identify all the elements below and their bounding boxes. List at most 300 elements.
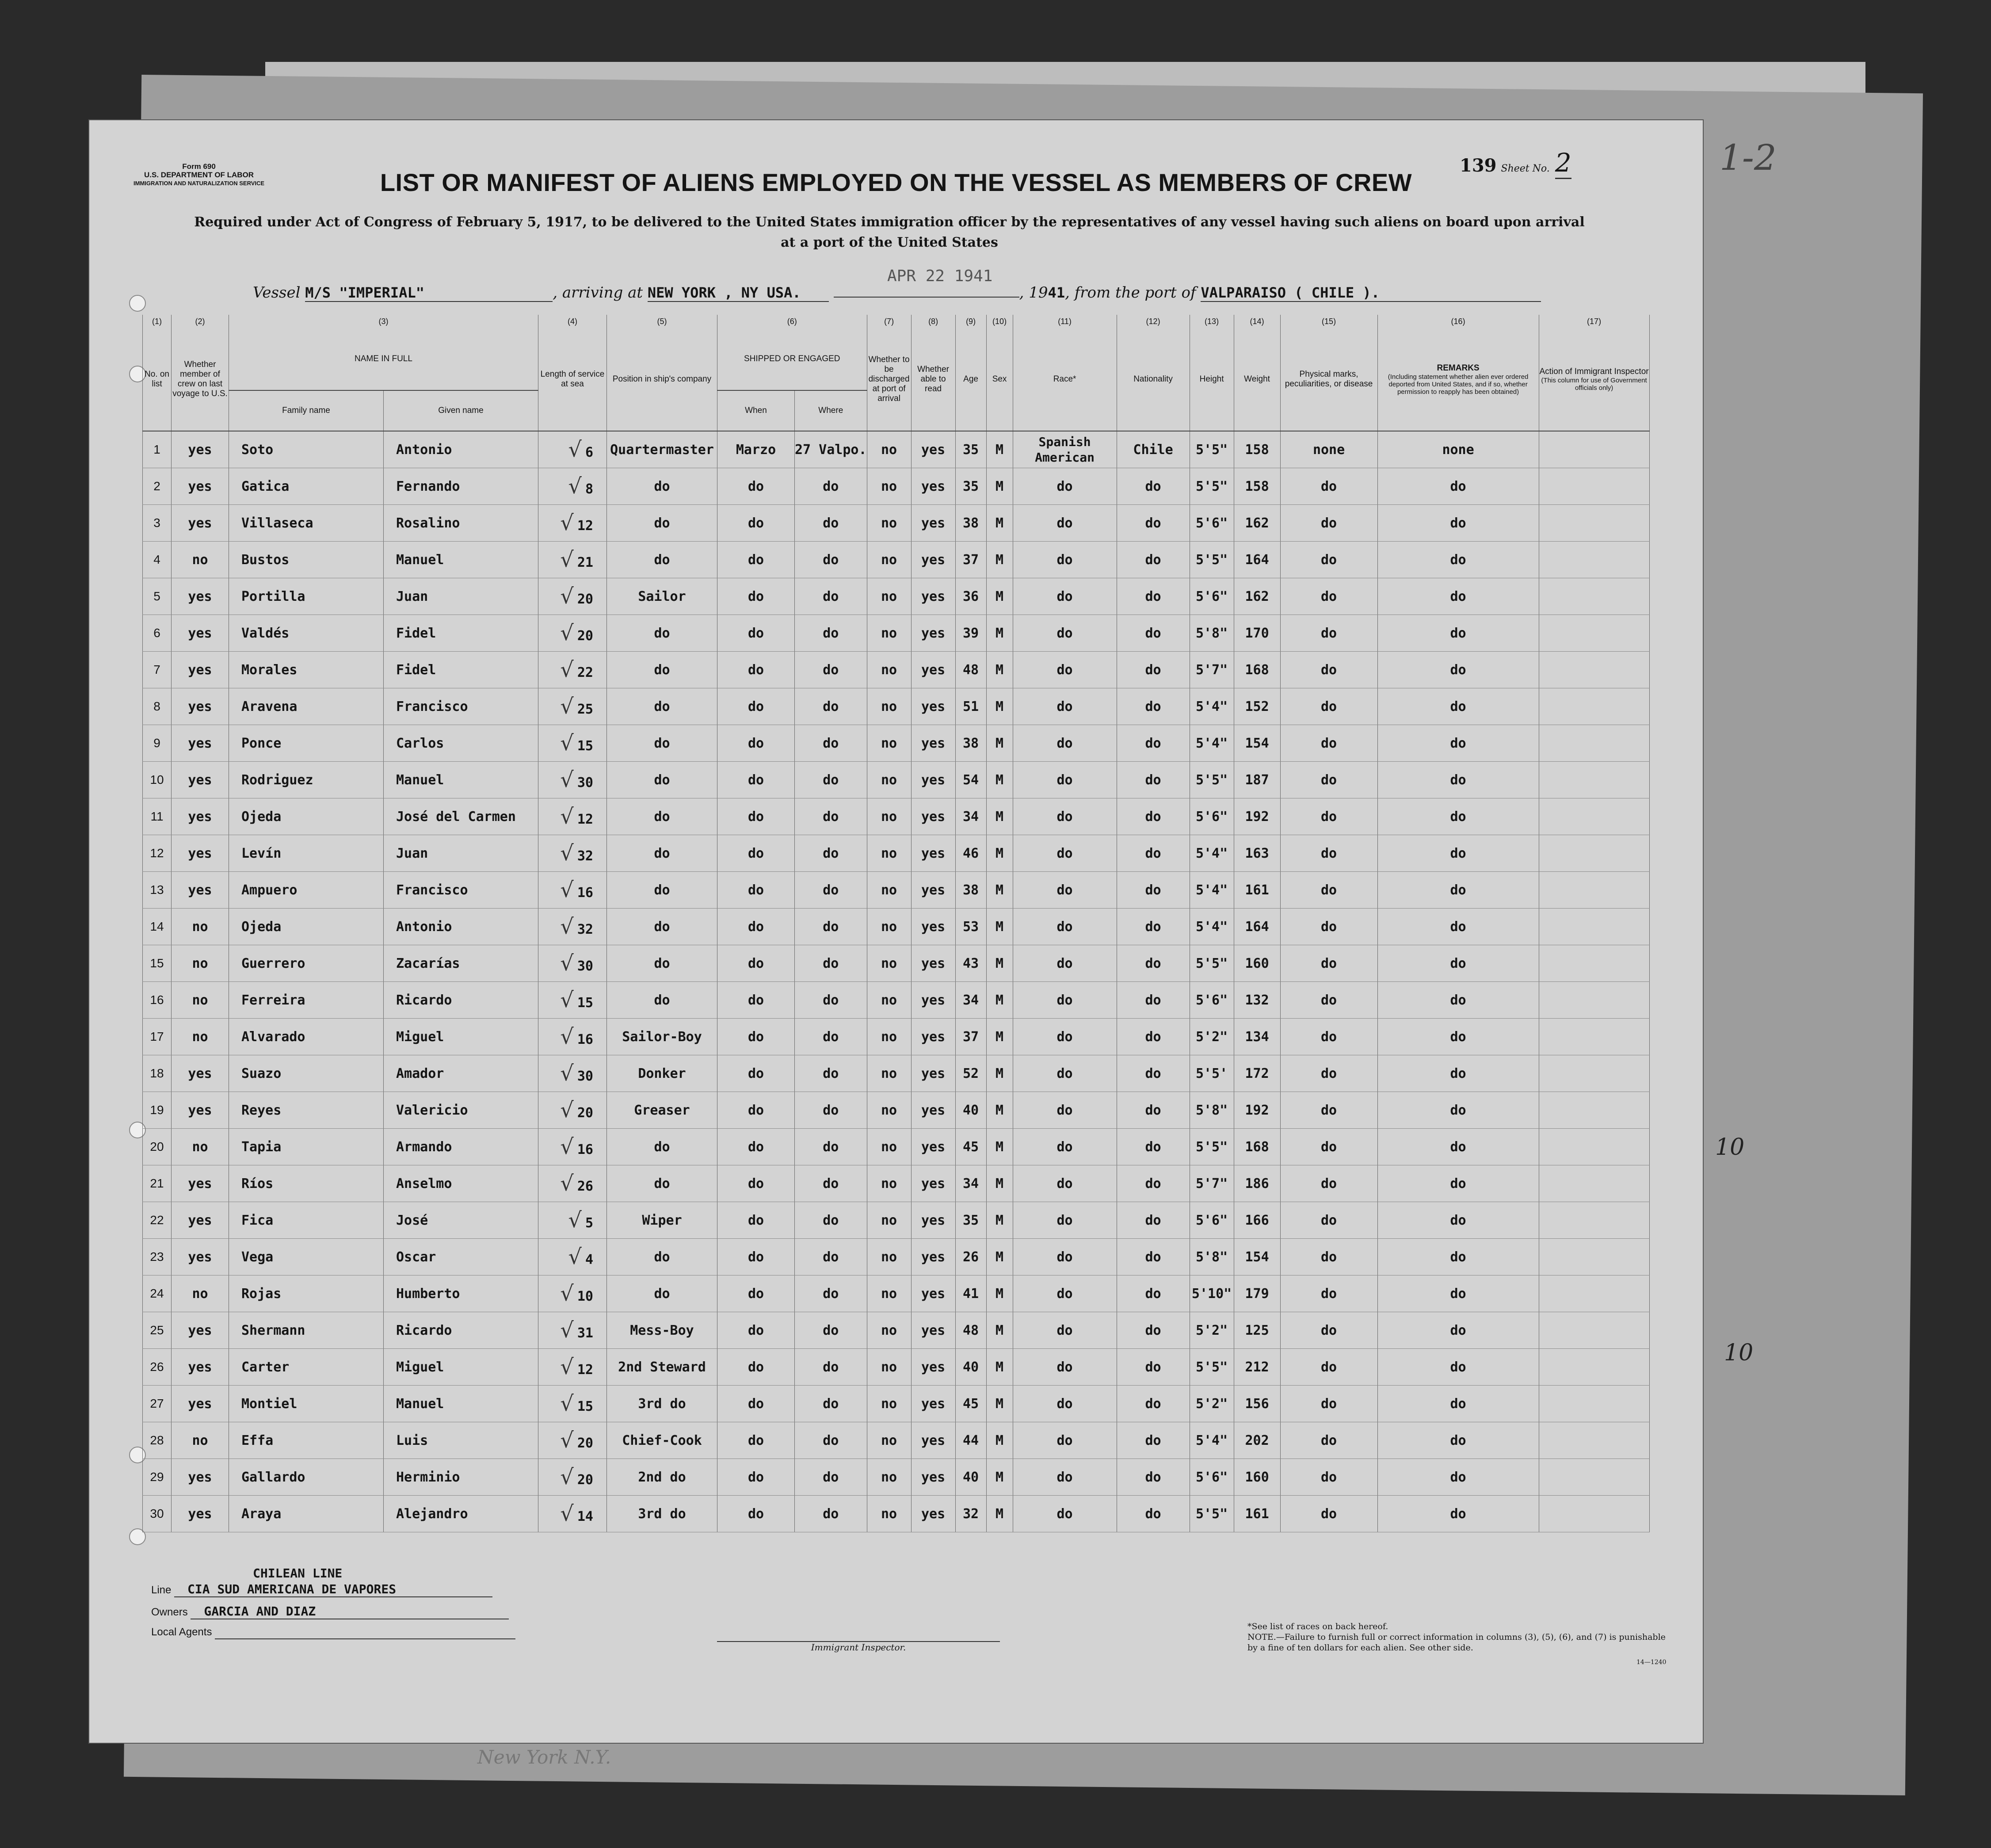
race: do (1013, 872, 1117, 909)
sex: M (986, 982, 1013, 1019)
race: do (1013, 798, 1117, 835)
check-mark-icon: √ (560, 1318, 574, 1343)
length-of-service: √ 12 (538, 798, 607, 835)
position: do (607, 1239, 717, 1275)
nationality: do (1117, 688, 1190, 725)
age: 32 (955, 1496, 986, 1532)
discharged: no (867, 542, 911, 578)
height: 5'5" (1190, 542, 1234, 578)
given-name: Carlos (384, 725, 538, 762)
able-to-read: yes (911, 1386, 955, 1422)
vessel-name: M/S "IMPERIAL" (305, 284, 553, 302)
shipped-where: do (795, 615, 867, 652)
height: 5'8" (1190, 1239, 1234, 1275)
nationality: do (1117, 1165, 1190, 1202)
discharged: no (867, 1019, 911, 1055)
position: Chief-Cook (607, 1422, 717, 1459)
position: do (607, 1165, 717, 1202)
able-to-read: yes (911, 1019, 955, 1055)
prev-voyage: no (172, 1129, 229, 1165)
remarks: do (1377, 542, 1539, 578)
crew-row (143, 725, 1650, 762)
age: 37 (955, 542, 986, 578)
inspector-action (1539, 431, 1649, 468)
position: do (607, 1129, 717, 1165)
margin-count-1: 10 (1715, 1134, 1745, 1161)
position: Wiper (607, 1202, 717, 1239)
height: 5'6" (1190, 1202, 1234, 1239)
check-mark-icon: √ (560, 694, 574, 719)
given-name: Zacarías (384, 945, 538, 982)
length-of-service: √ 15 (538, 982, 607, 1019)
inspector-action (1539, 725, 1649, 762)
able-to-read: yes (911, 578, 955, 615)
height: 5'5" (1190, 468, 1234, 505)
crew-no: 4 (143, 542, 172, 578)
sex: M (986, 688, 1013, 725)
sex: M (986, 1312, 1013, 1349)
physical-marks: do (1280, 835, 1377, 872)
family-name: Carter (229, 1349, 384, 1386)
nationality: do (1117, 542, 1190, 578)
age: 48 (955, 1312, 986, 1349)
discharged: no (867, 652, 911, 688)
shipped-when: do (717, 1129, 795, 1165)
race: do (1013, 1422, 1117, 1459)
position: do (607, 652, 717, 688)
race: do (1013, 1239, 1117, 1275)
position: do (607, 835, 717, 872)
remarks: do (1377, 1092, 1539, 1129)
shipped-when: do (717, 1092, 795, 1129)
family-name: Rojas (229, 1275, 384, 1312)
prev-voyage: yes (172, 1092, 229, 1129)
position: do (607, 505, 717, 542)
check-mark-icon: √ (560, 951, 574, 976)
nationality: do (1117, 982, 1190, 1019)
given-name: Ricardo (384, 982, 538, 1019)
shipped-where: do (795, 835, 867, 872)
sheet-number: 139 Sheet No. 2 (1460, 148, 1571, 178)
prev-voyage: yes (172, 762, 229, 798)
height: 5'10" (1190, 1275, 1234, 1312)
length-of-service: √ 26 (538, 1165, 607, 1202)
sex: M (986, 909, 1013, 945)
check-mark-icon: √ (560, 1171, 574, 1196)
crew-no: 10 (143, 762, 172, 798)
age: 40 (955, 1092, 986, 1129)
remarks: do (1377, 1422, 1539, 1459)
inspector-action (1539, 1019, 1649, 1055)
height: 5'4" (1190, 872, 1234, 909)
prev-voyage: yes (172, 1055, 229, 1092)
age: 43 (955, 945, 986, 982)
given-name: Antonio (384, 909, 538, 945)
age: 52 (955, 1055, 986, 1092)
page-subtitle: Required under Act of Congress of February 5, 1917, to be delivered to the United States immigration officer by the representatives of any vessel having such aliens on board upon arrival at a port of the United States (194, 214, 1585, 250)
able-to-read: yes (911, 1202, 955, 1239)
header-given-name: Given name (384, 390, 538, 431)
remarks: do (1377, 909, 1539, 945)
age: 37 (955, 1019, 986, 1055)
prev-voyage: yes (172, 1349, 229, 1386)
position: Quartermaster (607, 431, 717, 468)
age: 45 (955, 1129, 986, 1165)
race: do (1013, 1496, 1117, 1532)
able-to-read: yes (911, 725, 955, 762)
crew-row (143, 909, 1650, 945)
check-mark-icon: √ (560, 1134, 574, 1159)
shipped-where: do (795, 1422, 867, 1459)
crew-row (143, 872, 1650, 909)
prev-voyage: no (172, 1275, 229, 1312)
height: 5'5' (1190, 1055, 1234, 1092)
discharged: no (867, 1422, 911, 1459)
crew-row (143, 1239, 1650, 1275)
physical-marks: do (1280, 762, 1377, 798)
shipped-when: do (717, 1386, 795, 1422)
family-name: Aravena (229, 688, 384, 725)
inspector-action (1539, 1202, 1649, 1239)
position: do (607, 725, 717, 762)
length-of-service: √ 16 (538, 1019, 607, 1055)
discharged: no (867, 1459, 911, 1496)
crew-row (143, 1165, 1650, 1202)
crew-no: 3 (143, 505, 172, 542)
position: 3rd do (607, 1496, 717, 1532)
discharged: no (867, 505, 911, 542)
age: 54 (955, 762, 986, 798)
race: do (1013, 982, 1117, 1019)
check-mark-icon: √ (568, 1245, 582, 1269)
position: do (607, 615, 717, 652)
shipped-when: do (717, 1202, 795, 1239)
header-family-name: Family name (229, 390, 384, 431)
sex: M (986, 1422, 1013, 1459)
given-name: Amador (384, 1055, 538, 1092)
header-no-on-list: No. on list (143, 328, 172, 431)
shipped-when: do (717, 725, 795, 762)
discharged: no (867, 1275, 911, 1312)
crew-row (143, 505, 1650, 542)
crew-row (143, 1129, 1650, 1165)
shipped-when: do (717, 982, 795, 1019)
shipped-where: do (795, 1312, 867, 1349)
given-name: Ricardo (384, 1312, 538, 1349)
able-to-read: yes (911, 1055, 955, 1092)
header-remarks: REMARKS (Including statement whether alien ever ordered deported from United States, and if so, whether permission to reapply has been obtained) (1377, 328, 1539, 431)
weight: 162 (1234, 505, 1280, 542)
shipped-where: do (795, 578, 867, 615)
inspector-action (1539, 652, 1649, 688)
crew-row (143, 615, 1650, 652)
prev-voyage: no (172, 982, 229, 1019)
position: do (607, 542, 717, 578)
family-name: Portilla (229, 578, 384, 615)
age: 36 (955, 578, 986, 615)
physical-marks: do (1280, 542, 1377, 578)
shipped-where: do (795, 505, 867, 542)
header-age: Age (955, 328, 986, 431)
prev-voyage: yes (172, 1202, 229, 1239)
shipped-where: do (795, 1275, 867, 1312)
check-mark-icon: √ (560, 767, 574, 792)
crew-row (143, 431, 1650, 468)
inspector-action (1539, 872, 1649, 909)
crew-no: 7 (143, 652, 172, 688)
inspector-action (1539, 578, 1649, 615)
prev-voyage: yes (172, 835, 229, 872)
family-name: Shermann (229, 1312, 384, 1349)
height: 5'6" (1190, 982, 1234, 1019)
shipped-when: do (717, 798, 795, 835)
race: do (1013, 1202, 1117, 1239)
sex: M (986, 1055, 1013, 1092)
height: 5'4" (1190, 909, 1234, 945)
shipped-when: do (717, 1312, 795, 1349)
physical-marks: do (1280, 1496, 1377, 1532)
form-code: 14—1240 (1636, 1659, 1667, 1666)
able-to-read: yes (911, 1275, 955, 1312)
prev-voyage: no (172, 1019, 229, 1055)
position: 2nd do (607, 1459, 717, 1496)
age: 45 (955, 1386, 986, 1422)
check-mark-icon: √ (560, 1501, 574, 1526)
shipped-where: do (795, 1092, 867, 1129)
prev-voyage: yes (172, 688, 229, 725)
nationality: do (1117, 1496, 1190, 1532)
given-name: Luis (384, 1422, 538, 1459)
crew-row (143, 542, 1650, 578)
shipped-where: do (795, 468, 867, 505)
weight: 187 (1234, 762, 1280, 798)
shipped-when: do (717, 835, 795, 872)
family-name: Morales (229, 652, 384, 688)
check-mark-icon: √ (560, 547, 574, 572)
crew-row (143, 945, 1650, 982)
crew-row (143, 1055, 1650, 1092)
remarks: do (1377, 835, 1539, 872)
remarks: do (1377, 982, 1539, 1019)
remarks: do (1377, 1275, 1539, 1312)
height: 5'5" (1190, 1349, 1234, 1386)
height: 5'4" (1190, 725, 1234, 762)
margin-count-2: 10 (1724, 1340, 1754, 1366)
able-to-read: yes (911, 982, 955, 1019)
punch-hole (129, 295, 146, 312)
nationality: do (1117, 1386, 1190, 1422)
able-to-read: yes (911, 1349, 955, 1386)
family-name: Soto (229, 431, 384, 468)
able-to-read: yes (911, 835, 955, 872)
remarks: do (1377, 1055, 1539, 1092)
crew-no: 19 (143, 1092, 172, 1129)
header-nationality: Nationality (1117, 328, 1190, 431)
sex: M (986, 505, 1013, 542)
discharged: no (867, 431, 911, 468)
able-to-read: yes (911, 945, 955, 982)
family-name: Gatica (229, 468, 384, 505)
check-mark-icon: √ (560, 1098, 574, 1123)
weight: 168 (1234, 1129, 1280, 1165)
sex: M (986, 1019, 1013, 1055)
given-name: Fidel (384, 615, 538, 652)
given-name: Manuel (384, 762, 538, 798)
sex: M (986, 1239, 1013, 1275)
nationality: do (1117, 578, 1190, 615)
header-length-service: Length of service at sea (538, 328, 607, 431)
crew-row (143, 688, 1650, 725)
shipped-when: do (717, 1055, 795, 1092)
able-to-read: yes (911, 872, 955, 909)
position: do (607, 872, 717, 909)
crew-no: 21 (143, 1165, 172, 1202)
age: 35 (955, 431, 986, 468)
position: do (607, 909, 717, 945)
position: 3rd do (607, 1386, 717, 1422)
crew-no: 6 (143, 615, 172, 652)
height: 5'5" (1190, 762, 1234, 798)
race: do (1013, 542, 1117, 578)
date-stamp: APR 22 1941 (887, 267, 993, 285)
sex: M (986, 615, 1013, 652)
height: 5'8" (1190, 1092, 1234, 1129)
age: 53 (955, 909, 986, 945)
able-to-read: yes (911, 505, 955, 542)
race: do (1013, 725, 1117, 762)
length-of-service: √ 31 (538, 1312, 607, 1349)
check-mark-icon: √ (568, 437, 582, 462)
able-to-read: yes (911, 1496, 955, 1532)
nationality: do (1117, 1459, 1190, 1496)
race: do (1013, 1386, 1117, 1422)
able-to-read: yes (911, 798, 955, 835)
header-weight: Weight (1234, 328, 1280, 431)
race: do (1013, 762, 1117, 798)
shipped-when: do (717, 615, 795, 652)
position: do (607, 945, 717, 982)
nationality: do (1117, 872, 1190, 909)
crew-no: 23 (143, 1239, 172, 1275)
physical-marks: do (1280, 1202, 1377, 1239)
remarks: do (1377, 468, 1539, 505)
immigrant-inspector-signature-line: Immigrant Inspector. (717, 1641, 1000, 1653)
race: do (1013, 1275, 1117, 1312)
remarks: do (1377, 872, 1539, 909)
shipped-where: do (795, 945, 867, 982)
prev-voyage: yes (172, 652, 229, 688)
discharged: no (867, 909, 911, 945)
race: Spanish American (1013, 431, 1117, 468)
crew-row (143, 1312, 1650, 1349)
physical-marks: do (1280, 468, 1377, 505)
prev-voyage: yes (172, 615, 229, 652)
form-identifier: Form 690 U.S. DEPARTMENT OF LABOR IMMIGRATION AND NATURALIZATION SERVICE (133, 162, 265, 187)
prev-voyage: no (172, 909, 229, 945)
crew-no: 9 (143, 725, 172, 762)
header-shipped: SHIPPED OR ENGAGED (717, 328, 867, 390)
race: do (1013, 505, 1117, 542)
family-name: Gallardo (229, 1459, 384, 1496)
age: 38 (955, 872, 986, 909)
weight: 212 (1234, 1349, 1280, 1386)
shipped-where: do (795, 1496, 867, 1532)
shipped-where: do (795, 1129, 867, 1165)
able-to-read: yes (911, 1092, 955, 1129)
discharged: no (867, 945, 911, 982)
shipped-where: do (795, 1202, 867, 1239)
header-prev-voyage: Whether member of crew on last voyage to U.S. (172, 328, 229, 431)
able-to-read: yes (911, 1422, 955, 1459)
shipped-when: do (717, 1496, 795, 1532)
physical-marks: do (1280, 1055, 1377, 1092)
header-name-in-full: NAME IN FULL (229, 328, 538, 390)
line-value-1: CHILEAN LINE (253, 1566, 343, 1581)
sex: M (986, 468, 1013, 505)
crew-no: 28 (143, 1422, 172, 1459)
vessel-line: Vessel M/S "IMPERIAL" , arriving at NEW YORK , NY USA. , 1941, from the port of VALPARAISO ( CHILE ). (253, 284, 1541, 302)
prev-voyage: yes (172, 468, 229, 505)
length-of-service: √ 20 (538, 615, 607, 652)
check-mark-icon: √ (560, 1281, 574, 1306)
given-name: Miguel (384, 1019, 538, 1055)
height: 5'5" (1190, 945, 1234, 982)
able-to-read: yes (911, 1312, 955, 1349)
prev-voyage: no (172, 945, 229, 982)
remarks: do (1377, 1349, 1539, 1386)
remarks: do (1377, 1019, 1539, 1055)
crew-no: 20 (143, 1129, 172, 1165)
family-name: Levín (229, 835, 384, 872)
sex: M (986, 725, 1013, 762)
weight: 161 (1234, 872, 1280, 909)
position: 2nd Steward (607, 1349, 717, 1386)
physical-marks: do (1280, 1239, 1377, 1275)
prev-voyage: yes (172, 1312, 229, 1349)
sex: M (986, 1386, 1013, 1422)
given-name: Anselmo (384, 1165, 538, 1202)
physical-marks: do (1280, 652, 1377, 688)
crew-no: 15 (143, 945, 172, 982)
prev-voyage: yes (172, 1459, 229, 1496)
shipped-when: do (717, 542, 795, 578)
crew-row (143, 1459, 1650, 1496)
length-of-service: √ 25 (538, 688, 607, 725)
given-name: José (384, 1202, 538, 1239)
check-mark-icon: √ (560, 878, 574, 902)
page-title: LIST OR MANIFEST OF ALIENS EMPLOYED ON THE VESSEL AS MEMBERS OF CREW (380, 168, 1412, 196)
position: do (607, 1275, 717, 1312)
shipped-where: do (795, 1165, 867, 1202)
discharged: no (867, 1202, 911, 1239)
physical-marks: do (1280, 1129, 1377, 1165)
physical-marks: do (1280, 505, 1377, 542)
discharged: no (867, 1349, 911, 1386)
race: do (1013, 615, 1117, 652)
crew-no: 1 (143, 431, 172, 468)
header-action: Action of Immigrant Inspector (This column for use of Government officials only) (1539, 328, 1649, 431)
length-of-service: √ 32 (538, 909, 607, 945)
header-able-read: Whether able to read (911, 328, 955, 431)
check-mark-icon: √ (560, 1061, 574, 1086)
race: do (1013, 1459, 1117, 1496)
inspector-action (1539, 762, 1649, 798)
inspector-action (1539, 798, 1649, 835)
check-mark-icon: √ (560, 841, 574, 866)
arrival-year: 41 (1048, 284, 1065, 301)
able-to-read: yes (911, 652, 955, 688)
remarks: do (1377, 945, 1539, 982)
